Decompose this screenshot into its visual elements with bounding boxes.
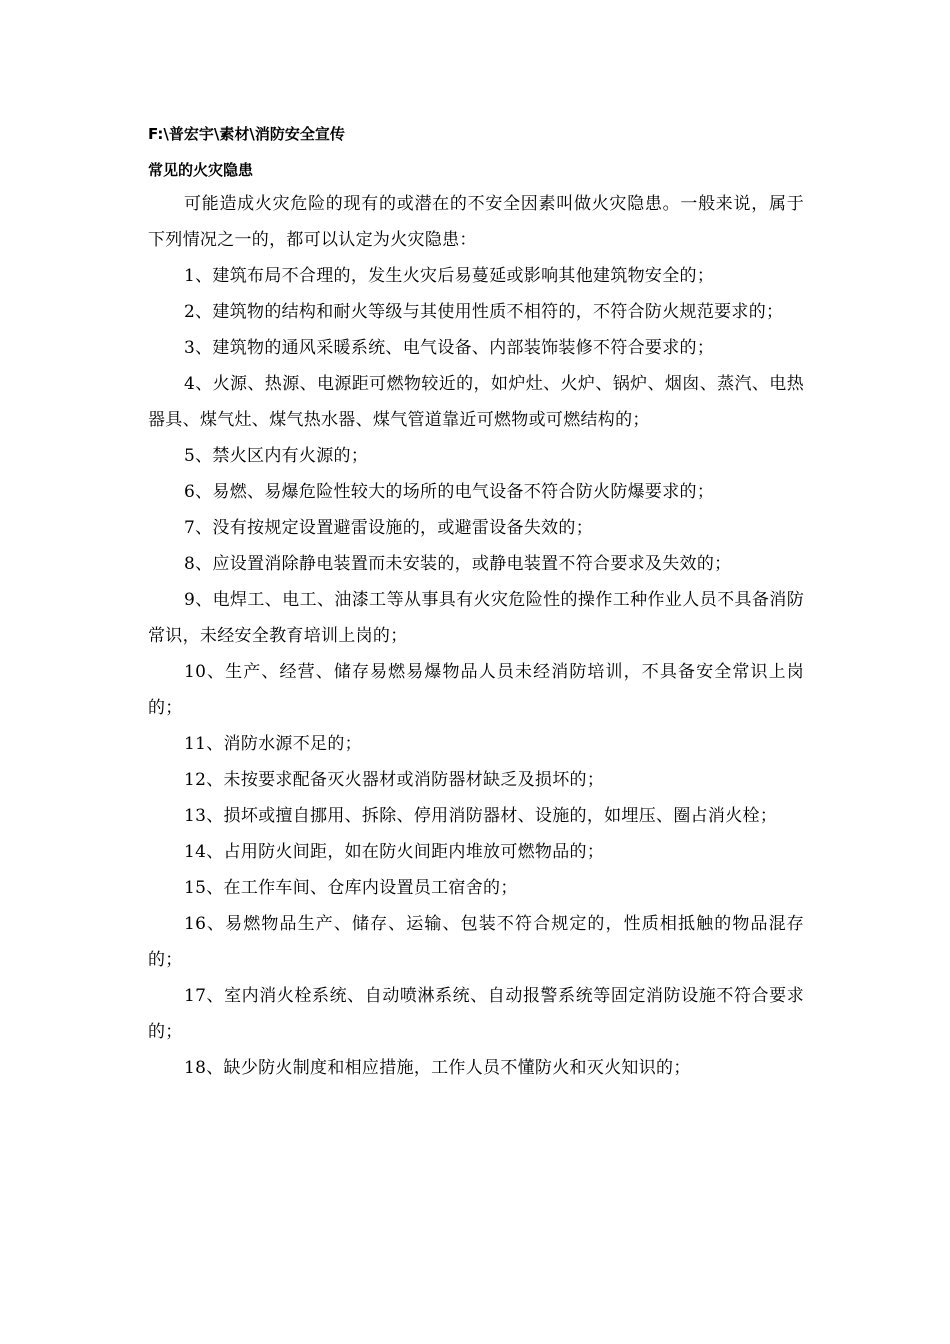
file-path: F:\普宏宇\素材\消防安全宣传 [148,125,345,143]
list-item: 12、未按要求配备灭火器材或消防器材缺乏及损坏的； [184,770,605,790]
list-item: 6、易燃、易爆危险性较大的场所的电气设备不符合防火防爆要求的； [184,482,715,502]
intro-paragraph: 可能造成火灾危险的现有的或潜在的不安全因素叫做火灾隐患。一般来说，属于下列情况之一的，都可以认定为火灾隐患： [148,194,804,250]
list-item: 11、消防水源不足的； [184,734,362,754]
list-item: 4、火源、热源、电源距可燃物较近的，如炉灶、火炉、锅炉、烟囱、蒸汽、电热器具、煤气灶、煤气热水器、煤气管道靠近可燃物或可燃结构的； [148,374,804,430]
list-item: 7、没有按规定设置避雷设施的，或避雷设备失效的； [184,518,594,538]
list-item: 3、建筑物的通风采暖系统、电气设备、内部装饰装修不符合要求的； [184,338,715,358]
document-title: 常见的火灾隐患 [148,161,254,179]
list-item: 10、生产、经营、储存易燃易爆物品人员未经消防培训，不具备安全常识上岗的； [148,662,804,718]
list-item: 9、电焊工、电工、油漆工等从事具有火灾危险性的操作工种作业人员不具备消防常识，未经安全教育培训上岗的； [148,590,804,646]
list-item: 18、缺少防火制度和相应措施，工作人员不懂防火和灭火知识的； [184,1058,691,1078]
list-item: 1、建筑布局不合理的，发生火灾后易蔓延或影响其他建筑物安全的； [184,266,715,286]
document-body [148,124,804,1086]
list-item: 15、在工作车间、仓库内设置员工宿舍的； [184,878,518,898]
list-item: 14、占用防火间距，如在防火间距内堆放可燃物品的； [184,842,605,862]
list-item: 8、应设置消除静电装置而未安装的，或静电装置不符合要求及失效的； [184,554,732,574]
list-item: 2、建筑物的结构和耐火等级与其使用性质不相符的，不符合防火规范要求的； [184,302,784,322]
list-item: 13、损坏或擅自挪用、拆除、停用消防器材、设施的，如埋压、圈占消火栓； [184,806,778,826]
list-item: 16、易燃物品生产、储存、运输、包装不符合规定的，性质相抵触的物品混存的； [148,914,804,970]
list-item: 17、室内消火栓系统、自动喷淋系统、自动报警系统等固定消防设施不符合要求的； [148,986,804,1042]
list-item: 5、禁火区内有火源的； [184,446,369,466]
